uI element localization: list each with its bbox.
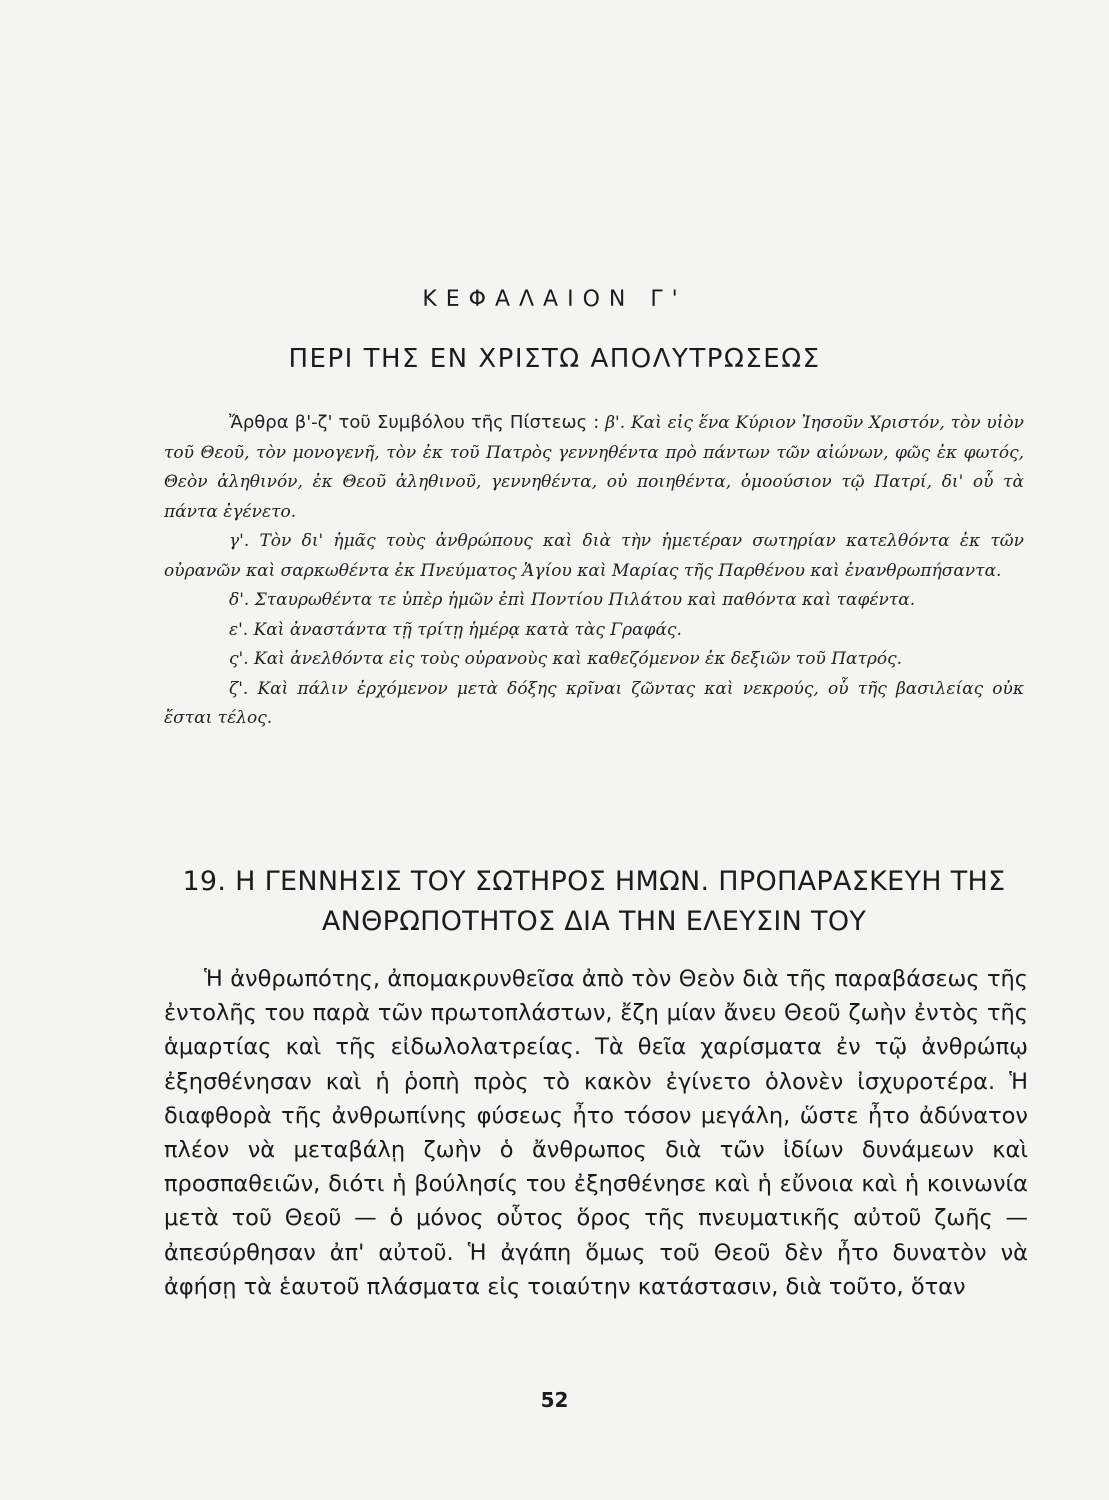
creed-article-b: β'. Καὶ εἰς ἕνα Κύριον Ἰησοῦν Χριστόν, τὸν υἱὸν τοῦ Θεοῦ, τὸν μονογενῆ, τὸν ἐκ τοῦ Πατρὸς γεννηθέντα πρὸ πάντων τῶν αἰώνων, φῶς ἐκ φωτός, Θεὸν ἀληθινόν, ἐκ Θεοῦ ἀληθινοῦ, γεννηθέντα, οὐ ποιηθέντα, ὁμοούσιον τῷ Πατρί, δι' οὗ τὰ πάντα ἐγένετο. — [164, 413, 1024, 522]
creed-article-b-paragraph — [164, 408, 1024, 527]
creed-article-e: ε'. Καὶ ἀναστάντα τῇ τρίτῃ ἡμέρᾳ κατὰ τὰς Γραφάς. — [229, 619, 682, 640]
page-number: 52 — [540, 1388, 569, 1412]
body-text — [164, 962, 1028, 1304]
creed-intro: Ἄρθρα β'-ζ' τοῦ Συμβόλου τῆς Πίστεως : — [229, 412, 600, 433]
creed-article-z: ζ'. Καὶ πάλιν ἐρχόμενον μετὰ δόξης κρῖναι ζῶντας καὶ νεκρούς, οὗ τῆς βασιλείας οὐκ ἔσται τέλος. — [164, 678, 1024, 728]
creed-block — [164, 408, 1024, 734]
creed-article-d: δ'. Σταυρωθέντα τε ὑπὲρ ἡμῶν ἐπὶ Ποντίου Πιλάτου καὶ παθόντα καὶ ταφέντα. — [229, 590, 916, 610]
chapter-label: ΚΕΦΑΛΑΙΟΝ Γ' — [422, 287, 687, 312]
chapter-title: ΠΕΡΙ ΤΗΣ ΕΝ ΧΡΙΣΤΩ ΑΠΟΛΥΤΡΩΣΕΩΣ — [288, 344, 821, 374]
creed-article-st: ς'. Καὶ ἀνελθόντα εἰς τοὺς οὐρανοὺς καὶ καθεζόμενον ἐκ δεξιῶν τοῦ Πατρός. — [229, 649, 903, 669]
section-heading: 19. Η ΓΕΝΝΗΣΙΣ ΤΟΥ ΣΩΤΗΡΟΣ ΗΜΩΝ. ΠΡΟΠΑΡΑΣΚΕΥΗ ΤΗΣ ΑΝΘΡΩΠΟΤΗΤΟΣ ΔΙΑ ΤΗΝ ΕΛΕΥΣΙΝ ΤΟΥ — [182, 866, 1006, 937]
creed-article-c: γ'. Τὸν δι' ἡμᾶς τοὺς ἀνθρώπους καὶ διὰ τὴν ἡμετέραν σωτηρίαν κατελθόντα ἐκ τῶν οὐρανῶν καὶ σαρκωθέντα ἐκ Πνεύματος Ἁγίου καὶ Μαρίας τῆς Παρθένου καὶ ἐνανθρωπήσαντα. — [164, 531, 1024, 581]
body-paragraph: Ἡ ἀνθρωπότης, ἀπομακρυνθεῖσα ἀπὸ τὸν Θεὸν διὰ τῆς παραβάσεως τῆς ἐντολῆς του παρὰ τῶν πρωτοπλάστων, ἔζη μίαν ἄνευ Θεοῦ ζωὴν ἐντὸς τῆς ἁμαρτίας καὶ τῆς εἰδωλολατρείας. Τὰ θεῖα χαρίσματα ἐν τῷ ἀνθρώπῳ ἐξησθένησαν καὶ ἡ ῥοπὴ πρὸς τὸ κακὸν ἐγίνετο ὁλονὲν ἰσχυροτέρα. Ἡ διαφθορὰ τῆς ἀνθρωπίνης φύσεως ἦτο τόσον μεγάλη, ὥστε ἦτο ἀδύνατον πλέον νὰ μεταβάλῃ ζωὴν ὁ ἄνθρωπος διὰ τῶν ἰδίων δυνάμεων καὶ προσπαθειῶν, διότι ἡ βούλησίς του ἐξησθένησε καὶ ἡ εὔνοια καὶ ἡ κοινωνία μετὰ τοῦ Θεοῦ — ὁ μόνος οὗτος ὅρος τῆς πνευματικῆς αὐτοῦ ζωῆς — ἀπεσύρθησαν ἀπ' αὐτοῦ. Ἡ ἀγάπη ὅμως τοῦ Θεοῦ δὲν ἦτο δυνατὸν νὰ ἀφήσῃ τὰ ἑαυτοῦ πλάσματα εἰς τοιαύτην κατάστασιν, διὰ τοῦτο, ὅταν — [164, 966, 1028, 1300]
